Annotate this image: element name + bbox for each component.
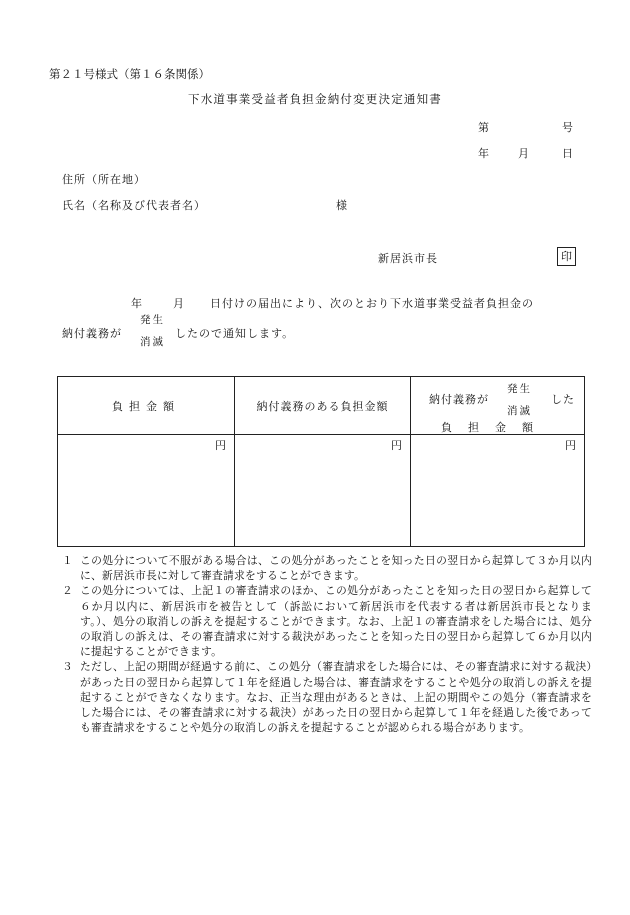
- form-number-label: 第２１号様式（第１６条関係）: [49, 67, 210, 81]
- amount-table: [57, 376, 585, 547]
- burden-amount-cell[interactable]: [58, 435, 235, 547]
- note-text: この処分については、上記１の審査請求のほか、この処分があったことを知った日の翌日から起算して６か月以内に、新居浜市を被告として（訴訟において新居浜市を代表する者は新居浜市長となります。）、処分の取消しの訴えを提起することができます。なお、上記１の審査請求をした場合には、処分の取消しの訴えは、その審査請求に対する裁決があったことを知った日の翌日から起算して６か月以内に提起することができます。: [80, 584, 592, 659]
- header-obligated-amount: 納付義務のある負担金額: [235, 377, 411, 435]
- note-number: ２: [62, 584, 73, 598]
- body-month-label: 月: [173, 297, 184, 310]
- header-col3-prefix: 納付義務が: [429, 393, 489, 406]
- header-col3-extinct: 消滅: [507, 405, 532, 417]
- note-number: １: [62, 554, 73, 567]
- note-text: ただし、上記の期間が経過する前に、この処分（審査請求をした場合には、その審査請求に対する裁決）があった日の翌日から起算して１年を経過した場合は、審査請求をすることや処分の取消しの訴えを提起することができなくなります。なお、正当な理由があるときは、上記の期間やこの処分（審査請求をした場合には、その審査請求に対する裁決）があった日の翌日から起算して１年を経過した後であっても審査請求をすることや処分の取消しの訴えを提起することが認められる場合があります。: [80, 660, 592, 735]
- changed-amount-cell[interactable]: [411, 435, 585, 547]
- appeal-notes: [62, 553, 592, 735]
- body-text-line1: 日付けの届出により、次のとおり下水道事業受益者負担金の: [210, 297, 534, 310]
- header-col3-line2: 負担金額: [441, 421, 549, 434]
- option-extinct: 消滅: [140, 336, 165, 348]
- number-suffix: 号: [562, 121, 573, 134]
- body-text-line2-prefix: 納付義務が: [62, 327, 122, 340]
- header-col3-suffix: した: [551, 393, 575, 406]
- yen-unit: 円: [215, 439, 226, 452]
- address-label: 住所（所在地）: [62, 173, 146, 186]
- date-year-label: 年: [478, 147, 489, 160]
- date-day-label: 日: [562, 147, 573, 160]
- note-item: [62, 659, 592, 735]
- header-col3-occur: 発生: [507, 383, 532, 395]
- document-title: 下水道事業受益者負担金納付変更決定通知書: [188, 92, 442, 106]
- yen-unit: 円: [391, 439, 402, 452]
- header-burden-amount: 負担金額: [58, 377, 235, 435]
- name-label: 氏名（名称及び代表者名）: [62, 199, 206, 212]
- option-occur: 発生: [140, 314, 165, 326]
- honorific-label: 様: [336, 199, 347, 212]
- note-text: この処分について不服がある場合は、この処分があったことを知った日の翌日から起算して３か月以内に、新居浜市長に対して審査請求をすることができます。: [80, 554, 592, 583]
- date-month-label: 月: [518, 147, 529, 160]
- issuer-name: 新居浜市長: [378, 252, 438, 265]
- number-prefix: 第: [478, 121, 489, 134]
- body-year-label: 年: [131, 297, 142, 310]
- note-number: ３: [62, 660, 73, 674]
- body-text-line2-suffix: したので通知します。: [175, 327, 295, 340]
- header-changed-amount: [411, 377, 585, 435]
- seal-stamp-box: 印: [557, 247, 576, 266]
- yen-unit: 円: [565, 439, 576, 452]
- obligated-amount-cell[interactable]: [235, 435, 411, 547]
- note-item: [62, 583, 592, 659]
- note-item: [62, 553, 592, 583]
